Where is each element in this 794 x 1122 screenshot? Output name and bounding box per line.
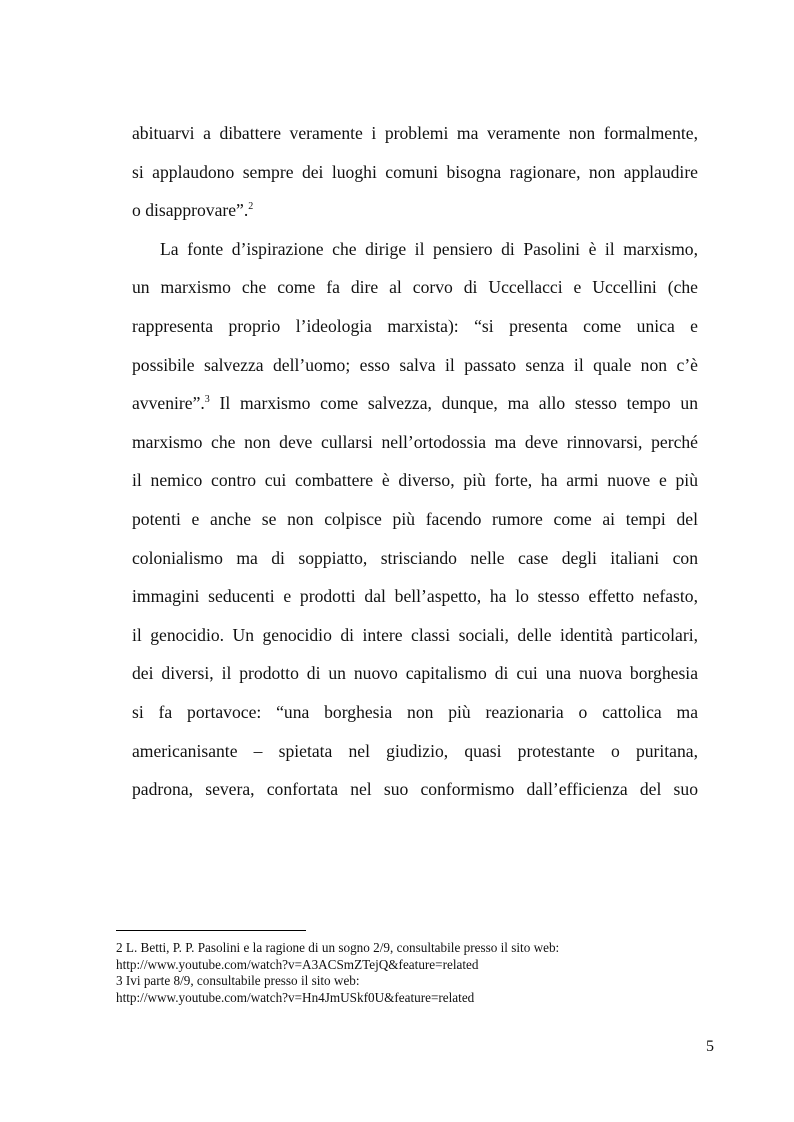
body-line: potenti e anche se non colpisce più facendo rumore come ai tempi del xyxy=(132,508,698,529)
body-line: il nemico contro cui combattere è diverso, più forte, ha armi nuove e più xyxy=(132,470,698,491)
footnote-3-url: http://www.youtube.com/watch?v=Hn4JmUSkf0U&feature=related xyxy=(116,989,475,1005)
body-line: marxismo che non deve cullarsi nell’ortodossia ma deve rinnovarsi, perché xyxy=(132,431,698,452)
footnote-3: 3 Ivi parte 8/9, consultabile presso il sito web: xyxy=(116,973,360,988)
footnote-2-url: http://www.youtube.com/watch?v=A3ACSmZTejQ&feature=related xyxy=(116,956,479,972)
body-line: si applaudono sempre dei luoghi comuni bisogna ragionare, non applaudire xyxy=(132,161,698,182)
footnote-ref: 2 xyxy=(248,201,254,213)
body-line: colonialismo ma di soppiatto, strisciando nelle case degli italiani con xyxy=(132,547,698,568)
body-line-text: o disapprovare”. xyxy=(132,200,249,221)
body-line: rappresenta proprio l’ideologia marxista): “si presenta come unica e xyxy=(132,315,698,336)
body-line: si fa portavoce: “una borghesia non più reazionaria o cattolica ma xyxy=(132,701,698,722)
body-line-text: Il marxismo come salvezza, dunque, ma allo stesso tempo un xyxy=(209,393,698,414)
body-line: dei diversi, il prodotto di un nuovo capitalismo di cui una nuova borghesia xyxy=(132,663,698,684)
footnotes xyxy=(116,940,716,1006)
footnote-ref: 3 xyxy=(204,394,210,406)
page-number: 5 xyxy=(706,1038,714,1055)
body-line: immagini seducenti e prodotti dal bell’aspetto, ha lo stesso effetto nefasto, xyxy=(132,586,698,607)
body-line: un marxismo che come fa dire al corvo di Uccellacci e Uccellini (che xyxy=(132,277,698,298)
body-line-text: avvenire”. xyxy=(132,393,205,414)
body-line xyxy=(132,384,698,423)
body-line: padrona, severa, confortata nel suo conformismo dall’efficienza del suo xyxy=(132,779,698,800)
body-line xyxy=(132,191,698,230)
body-line: il genocidio. Un genocidio di intere classi sociali, delle identità particolari, xyxy=(132,624,698,645)
paragraph-first-line: La fonte d’ispirazione che dirige il pensiero di Pasolini è il marxismo, xyxy=(160,238,698,259)
body-line: possibile salvezza dell’uomo; esso salva il passato senza il quale non c’è xyxy=(132,354,698,375)
footnote-separator xyxy=(116,930,306,931)
body-line: americanisante – spietata nel giudizio, quasi protestante o puritana, xyxy=(132,740,698,761)
footnote-2: 2 L. Betti, P. P. Pasolini e la ragione di un sogno 2/9, consultabile presso il sito web: xyxy=(116,940,560,955)
body-text xyxy=(132,114,698,809)
body-line: abituarvi a dibattere veramente i problemi ma veramente non formalmente, xyxy=(132,123,698,143)
